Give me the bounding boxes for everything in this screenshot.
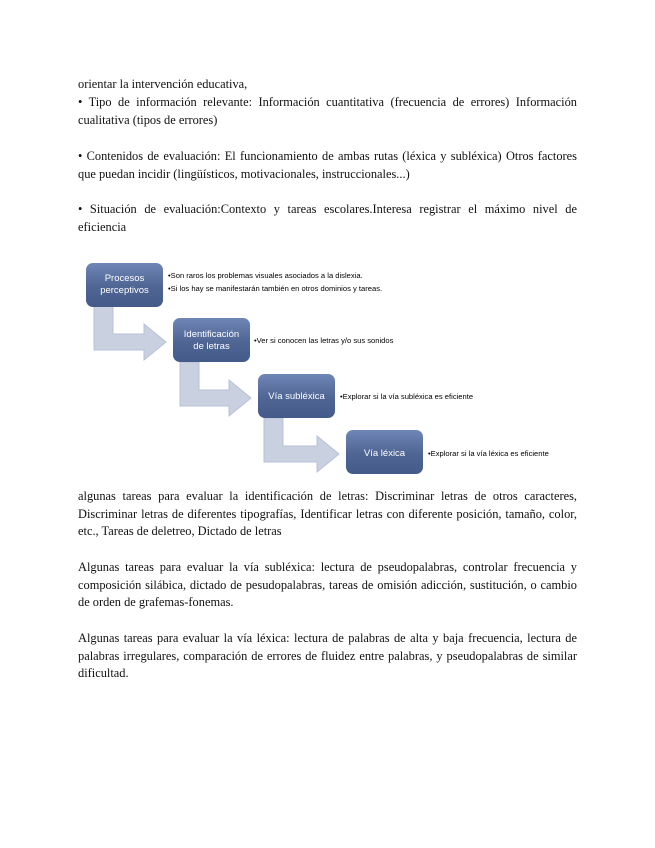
step-label-2a: Identificación — [183, 329, 240, 340]
step-note-1a: •Son raros los problemas visuales asociados a la dislexia. — [168, 271, 363, 280]
paragraph-intro: orientar la intervención educativa, — [78, 77, 248, 91]
paragraph-contenidos: • Contenidos de evaluación: El funcionamiento de ambas rutas (léxica y subléxica) Otros factores que puedan incidir (lingüísticos, motivacionales, instruccionales...) — [78, 149, 577, 181]
paragraph-tipo-informacion: • Tipo de información relevante: Información cuantitativa (frecuencia de errores) Información cualitativa (tipos de errores) — [78, 95, 577, 127]
step-note-3: •Explorar si la vía subléxica es eficiente — [340, 392, 474, 401]
paragraph-situacion: • Situación de evaluación:Contexto y tareas escolares.Interesa registrar el máximo nivel de eficiencia — [78, 202, 577, 234]
step-note-2: •Ver si conocen las letras y/o sus sonidos — [254, 336, 394, 345]
step-note-4: •Explorar si la vía léxica es eficiente — [428, 449, 549, 458]
paragraph-via-lexica: Algunas tareas para evaluar la vía léxica: lectura de palabras de alta y baja frecuencia, lectura de palabras irregulares, comparación de errores de fluidez entre palabras, y pseudopalabras de similar dificultad. — [78, 631, 577, 680]
step-note-1b: •Si los hay se manifestarán también en otros dominios y tareas. — [168, 284, 383, 293]
step-label-2b: de letras — [193, 341, 230, 352]
bent-arrow-3 — [264, 418, 339, 472]
paragraph-via-sublexica: Algunas tareas para evaluar la vía subléxica: lectura de pseudopalabras, controlar frecuencia y composición silábica, dictado de pesudopalabras, tareas de omisión adicción, sustitución, o cambio de orden de grafemas-fonemas. — [78, 560, 577, 609]
paragraph-identificacion-letras: algunas tareas para evaluar la identificación de letras: Discriminar letras de otros caracteres, Discriminar letras de diferentes tipografías, Identificar letras con diferente posición, tamaño, color, etc., Tareas de deletreo, Dictado de letras — [78, 489, 577, 538]
step-label-3: Vía subléxica — [268, 391, 325, 402]
bent-arrow-1 — [94, 306, 166, 360]
step-box-identificacion-letras — [173, 318, 250, 362]
step-label-1a: Procesos — [104, 273, 145, 284]
step-label-4: Vía léxica — [363, 448, 406, 459]
step-label-1b: perceptivos — [100, 285, 149, 296]
bent-arrow-2 — [180, 362, 251, 416]
